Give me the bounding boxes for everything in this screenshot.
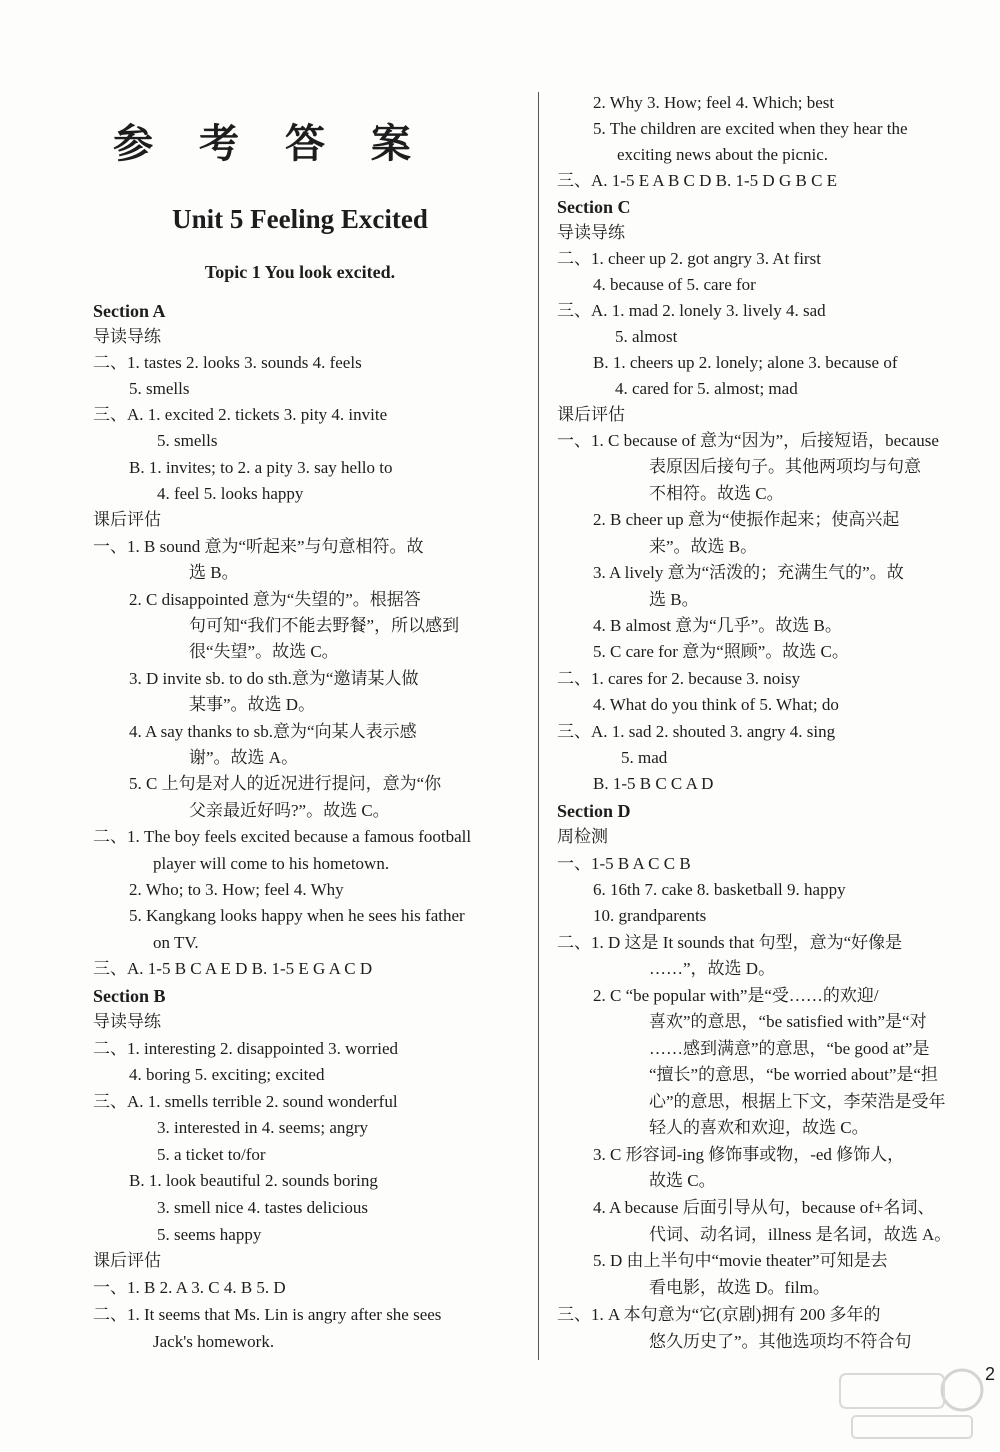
answer-line: 5. C care for 意为“照顾”。故选 C。 — [593, 642, 849, 661]
answer-line: 3. D invite sb. to do sth.意为“邀请某人做 — [129, 669, 419, 688]
column-divider — [538, 92, 539, 1360]
section-heading: Section A — [93, 301, 166, 321]
answer-line: 二、1. It seems that Ms. Lin is angry after she sees — [93, 1305, 442, 1324]
answer-line: 代词、动名词，illness 是名词，故选 A。 — [649, 1225, 952, 1244]
answer-line: 4. cared for 5. almost; mad — [615, 379, 798, 398]
watermark-logo — [832, 1366, 992, 1446]
answer-line: 5. The children are excited when they hear the — [593, 119, 908, 138]
subsection-heading: 课后评估 — [557, 405, 625, 425]
answer-line: 二、1. interesting 2. disappointed 3. worried — [93, 1039, 399, 1058]
section-heading: Section C — [557, 197, 631, 217]
answer-line: 3. A lively 意为“活泼的；充满生气的”。故 — [593, 563, 904, 582]
answer-line: 表原因后接句子。其他两项均与句意 — [649, 457, 921, 476]
answer-line: 5. a ticket to/for — [157, 1145, 266, 1164]
subsection-heading: 课后评估 — [93, 1251, 161, 1271]
answer-line: 6. 16th 7. cake 8. basketball 9. happy — [593, 880, 846, 899]
answer-line: 二、1. cares for 2. because 3. noisy — [557, 669, 801, 688]
answer-line: 二、1. cheer up 2. got angry 3. At first — [557, 249, 821, 268]
answer-line: 三、A. 1. excited 2. tickets 3. pity 4. invite — [93, 405, 388, 424]
answer-line: 2. Why 3. How; feel 4. Which; best — [593, 93, 835, 112]
answer-line: B. 1. cheers up 2. lonely; alone 3. because of — [593, 353, 898, 372]
subsection-heading: 导读导练 — [557, 223, 625, 243]
answer-line: exciting news about the picnic. — [617, 145, 829, 164]
answer-line: player will come to his hometown. — [153, 854, 390, 873]
subsection-heading: 导读导练 — [93, 327, 161, 347]
answer-line: 来”。故选 B。 — [649, 537, 758, 556]
answer-line: 心”的意思，根据上下文，李荣浩是受年 — [649, 1092, 946, 1111]
answer-line: 三、A. 1. sad 2. shouted 3. angry 4. sing — [557, 722, 836, 741]
answer-line: 4. B almost 意为“几乎”。故选 B。 — [593, 616, 842, 635]
answer-line: 三、1. A 本句意为“它(京剧)拥有 200 多年的 — [557, 1305, 881, 1324]
answer-line: 10. grandparents — [593, 906, 707, 925]
answer-line: 2. Who; to 3. How; feel 4. Why — [129, 880, 344, 899]
answer-line: 5. smells — [129, 379, 190, 398]
answer-line: 三、A. 1-5 E A B C D B. 1-5 D G B C E — [557, 171, 838, 190]
answer-line: 5. smells — [157, 431, 218, 450]
answer-line: Jack's homework. — [153, 1332, 275, 1351]
answer-line: 4. feel 5. looks happy — [157, 484, 304, 503]
answer-line: 三、A. 1-5 B C A E D B. 1-5 E G A C D — [93, 959, 373, 978]
answer-line: 4. What do you think of 5. What; do — [593, 695, 839, 714]
answer-line: 3. C 形容词-ing 修饰事或物，-ed 修饰人， — [593, 1145, 905, 1164]
answer-line: “擅长”的意思，“be worried about”是“担 — [649, 1065, 938, 1084]
unit-title: Unit 5 Feeling Excited — [172, 204, 428, 234]
subsection-heading: 课后评估 — [93, 510, 161, 530]
answer-line: 二、1. tastes 2. looks 3. sounds 4. feels — [93, 353, 362, 372]
answer-line: B. 1. invites; to 2. a pity 3. say hello to — [129, 458, 393, 477]
answer-line: 悠久历史了”。其他选项均不符合句 — [649, 1332, 912, 1351]
answer-line: 某事”。故选 D。 — [189, 695, 316, 714]
answer-line: 喜欢”的意思，“be satisfied with”是“对 — [649, 1012, 927, 1031]
answer-line: B. 1. look beautiful 2. sounds boring — [129, 1171, 378, 1190]
answer-line: 5. almost — [615, 327, 678, 346]
answer-line: on TV. — [153, 933, 199, 952]
section-heading: Section D — [557, 801, 631, 821]
section-heading: Section B — [93, 986, 166, 1006]
answer-line: 4. A say thanks to sb.意为“向某人表示感 — [129, 722, 417, 741]
subsection-heading: 导读导练 — [93, 1012, 161, 1032]
answer-line: 很“失望”。故选 C。 — [189, 642, 339, 661]
answer-line: 5. D 由上半句中“movie theater”可知是去 — [593, 1251, 888, 1270]
answer-line: 轻人的喜欢和欢迎，故选 C。 — [649, 1118, 869, 1137]
answer-line: 3. smell nice 4. tastes delicious — [157, 1198, 369, 1217]
answer-line: 故选 C。 — [649, 1171, 716, 1190]
answer-line: 不相符。故选 C。 — [649, 484, 784, 503]
answer-line: 2. C “be popular with”是“受……的欢迎/ — [593, 986, 879, 1005]
answer-line: 父亲最近好吗?”。故选 C。 — [189, 801, 390, 820]
answer-line: 选 B。 — [649, 590, 699, 609]
answer-line: 一、1-5 B A C C B — [557, 854, 691, 873]
answer-line: 5. Kangkang looks happy when he sees his father — [129, 906, 465, 925]
answer-line: 一、1. B sound 意为“听起来”与句意相符。故 — [93, 537, 424, 556]
answer-line: 一、1. C because of 意为“因为”，后接短语，because — [557, 431, 939, 450]
answer-line: 3. interested in 4. seems; angry — [157, 1118, 369, 1137]
answer-line: 选 B。 — [189, 563, 239, 582]
subsection-heading: 周检测 — [557, 827, 608, 847]
page-number: 2 — [985, 1364, 996, 1384]
answer-line: 4. A because 后面引导从句，because of+名词、 — [593, 1198, 935, 1217]
answer-line: 二、1. D 这是 It sounds that 句型，意为“好像是 — [557, 933, 903, 952]
answer-line: 三、A. 1. mad 2. lonely 3. lively 4. sad — [557, 301, 826, 320]
answer-line: ……感到满意”的意思，“be good at”是 — [649, 1039, 930, 1058]
answer-line: 5. C 上句是对人的近况进行提问，意为“你 — [129, 774, 442, 793]
answer-line: 二、1. The boy feels excited because a famous football — [93, 827, 472, 846]
answer-line: 2. C disappointed 意为“失望的”。根据答 — [129, 590, 421, 609]
answer-line: 三、A. 1. smells terrible 2. sound wonderful — [93, 1092, 398, 1111]
answer-line: B. 1-5 B C C A D — [593, 774, 714, 793]
answer-line: 一、1. B 2. A 3. C 4. B 5. D — [93, 1278, 286, 1297]
answer-line: 句可知“我们不能去野餐”，所以感到 — [189, 616, 460, 635]
page-title: 参 考 答 案 — [113, 120, 427, 167]
answer-line: 4. because of 5. care for — [593, 275, 756, 294]
answer-line: 2. B cheer up 意为“使振作起来；使高兴起 — [593, 510, 900, 529]
answer-line: 谢”。故选 A。 — [189, 748, 299, 767]
answer-line: ……”，故选 D。 — [649, 959, 776, 978]
answer-line: 5. mad — [621, 748, 668, 767]
answer-line: 4. boring 5. exciting; excited — [129, 1065, 325, 1084]
answer-line: 看电影，故选 D。film。 — [649, 1278, 830, 1297]
topic-title: Topic 1 You look excited. — [204, 262, 396, 282]
answer-line: 5. seems happy — [157, 1225, 262, 1244]
